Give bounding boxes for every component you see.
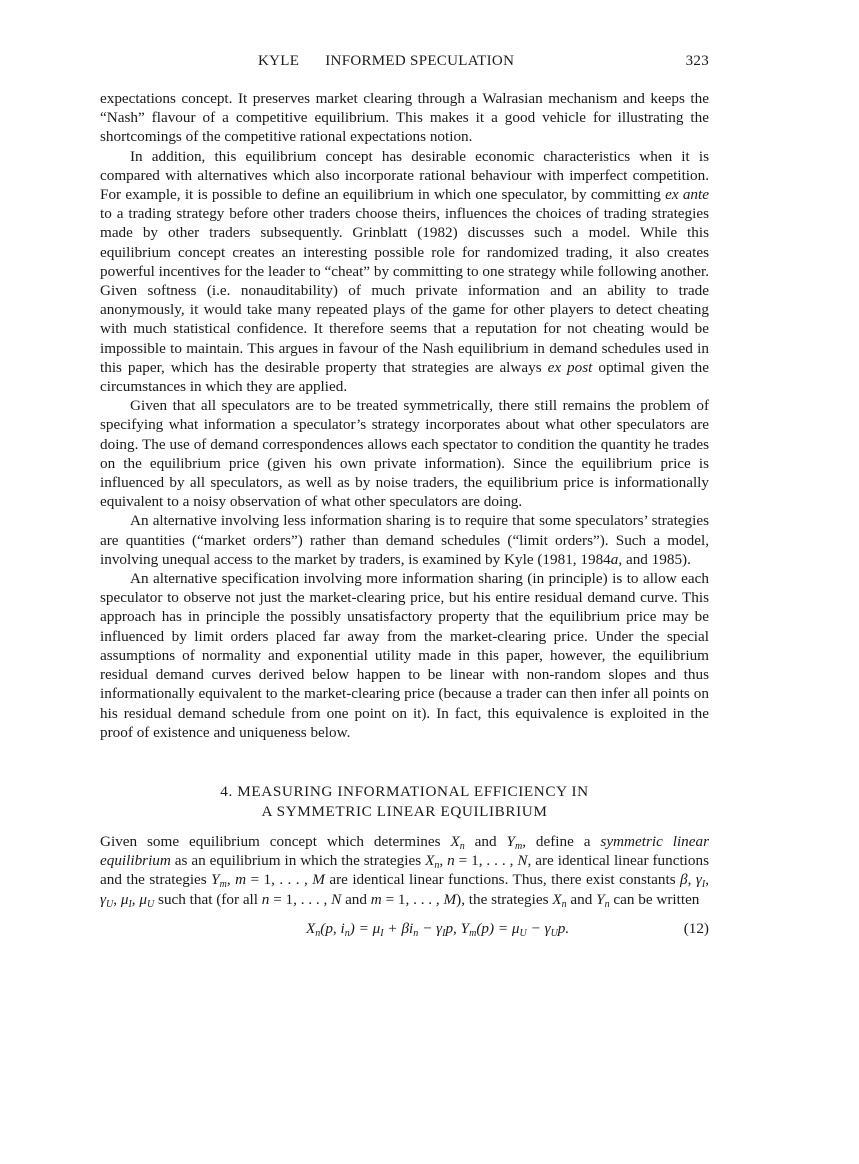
text-run: to a trading strategy before other traders choose theirs, influences the choices of trading strategies made by other traders subsequently. Grinblatt (1982) discusses such a model. While this equilibrium concept creates an interesting possible role for randomized trading, it also creates powerful incentives for the leader to “cheat” by committing to one strategy while following another. Given softness (i.e. nonauditability) of much private information and an ability to trade anonymously, it would take many repeated plays of the game for other players to detect cheating with much statistical confidence. It therefore seems that a reputation for not cheating would be impossible to maintain. This argues in favour of the Nash equilibrium in demand schedules used in this paper, which has the desirable property that strategies are always — [100, 205, 709, 376]
text-run: (p, i — [320, 919, 345, 937]
text-run: = 1, . . . , — [246, 871, 313, 889]
text-run: − γ — [526, 919, 551, 937]
text-run: , — [439, 852, 448, 870]
text-run: , define a — [522, 832, 601, 850]
text-run: = 1, . . . , — [269, 890, 332, 908]
text-run: , are identical linear functions and the strategies — [100, 852, 709, 889]
text-run: optimal given the circumstances in which they are applied. — [100, 358, 709, 396]
italic-text: X — [450, 832, 460, 850]
text-run: = 1, . . . , — [381, 890, 444, 908]
paragraph — [100, 89, 709, 147]
text-run: An alternative involving less information sharing is to require that some speculators’ strategies are quantities (“market orders”) rather than demand schedules (“limit orders”). Such a model, involving unequal access to the market by traders, is examined by Kyle (1981, 1984 — [100, 512, 709, 568]
italic-text: X — [425, 852, 435, 870]
text-run: In addition, this equilibrium concept has desirable economic characteristics when it is compared with alternatives which also incorporate rational behaviour with imperfect competition. For example, it is possible to define an equilibrium in which one speculator, by committing — [100, 147, 709, 204]
paragraph — [100, 569, 709, 742]
italic-text: ex post — [547, 358, 593, 376]
italic-text: X — [552, 890, 562, 908]
text-run: + βi — [383, 919, 414, 937]
italic-text: ex ante — [665, 186, 709, 204]
text-run: − γ — [418, 919, 443, 937]
paragraph — [100, 511, 709, 569]
text-run: , — [113, 890, 121, 908]
text-run: such that (for all — [154, 890, 262, 908]
text-run: , — [687, 871, 696, 889]
header-left — [258, 52, 514, 70]
italic-text: N — [331, 890, 342, 908]
italic-text: n — [447, 852, 455, 870]
italic-text: μ — [139, 890, 148, 908]
text-run: and — [341, 890, 371, 908]
subscript: n — [434, 860, 440, 872]
text-run: , and 1985). — [618, 550, 691, 568]
subscript: U — [147, 898, 155, 910]
subscript: n — [344, 927, 350, 939]
text-run: , — [131, 890, 140, 908]
subscript: n — [459, 840, 465, 852]
text-run: are identical linear functions. Thus, there exist constants — [324, 871, 681, 889]
subscript: n — [315, 927, 321, 939]
subscript: I — [701, 879, 706, 891]
subscript: n — [604, 898, 610, 910]
page-number: 323 — [685, 53, 709, 69]
text-run: p. — [557, 919, 570, 937]
section-title-line-2: A SYMMETRIC LINEAR EQUILIBRIUM — [261, 802, 548, 820]
italic-text: M — [443, 890, 457, 908]
italic-text: a — [610, 550, 619, 568]
section-title-line-1: 4. MEASURING INFORMATIONAL EFFICIENCY IN — [220, 782, 589, 800]
subscript: m — [219, 879, 227, 891]
header-title: INFORMED SPECULATION — [325, 53, 515, 69]
paragraph — [100, 396, 709, 511]
text-run: can be written — [609, 890, 700, 908]
subscript: n — [561, 898, 567, 910]
italic-text: μ — [120, 890, 129, 908]
paragraph — [100, 147, 709, 397]
equation-body — [306, 919, 569, 938]
text-run: expectations concept. It preserves market clearing through a Walrasian mechanism and keeps the “Nash” flavour of a competitive equilibrium. This makes it a good vehicle for illustrating the shortcomings of the competitive rational expectations notion. — [100, 90, 709, 146]
text-run: p, Y — [445, 919, 470, 937]
subscript: n — [413, 927, 419, 939]
section-heading — [100, 782, 709, 822]
paragraph-list — [100, 89, 709, 742]
italic-text: Y — [211, 871, 220, 889]
text-run: (p) = μ — [476, 919, 520, 937]
italic-text: M — [312, 871, 325, 889]
text-run: and — [566, 890, 597, 908]
subscript: m — [469, 927, 477, 939]
text-run: , — [226, 871, 236, 889]
section-paragraph — [100, 832, 709, 909]
subscript: U — [550, 927, 558, 939]
italic-text: symmetric linear equilibrium — [100, 832, 710, 870]
text-run: and — [464, 832, 507, 850]
text-run: = 1, . . . , — [454, 852, 518, 870]
header-author: KYLE — [258, 53, 300, 69]
text-run: , — [705, 871, 709, 889]
text-run: Given that all speculators are to be treated symmetrically, there still remains the problem of specifying what information a speculator’s strategy incorporates about what other speculators are doing. The use of demand correspondences allows each spectator to condition the quantity he trades on the equilibrium price (given his own private information). Since the equilibrium price is influenced by all speculators, as well as by noise traders, the equilibrium price is informationally equivalent to a noisy observation of what other speculators are doing. — [100, 397, 709, 511]
main-text — [100, 89, 709, 938]
text-run: ), the strategies — [456, 890, 553, 908]
italic-text: γ — [695, 871, 702, 889]
subscript: I — [442, 927, 446, 939]
subscript: I — [128, 898, 132, 910]
equation-number: (12) — [683, 919, 709, 937]
subscript: U — [519, 927, 527, 939]
italic-text: N — [517, 852, 528, 870]
italic-text: γ — [100, 890, 106, 908]
subscript: m — [514, 840, 523, 852]
text-run: as an equilibrium in which the strategies — [170, 852, 426, 870]
text-run: An alternative specification involving more information sharing (in principle) is to allow each speculator to observe not just the market-clearing price, but his entire residual demand curve. This approach has in principle the possibly unsatisfactory property that the equilibrium price may be influenced by limit orders placed far away from the market-clearing price. Under the special assumptions of normality and exponential utility made in this paper, however, the equilibrium residual demand curves derived below happen to be linear with non-random slopes and thus informationally equivalent to the market-clearing price (because a trader can then infer all points on his residual demand schedule from one point on it). In fact, this equivalence is exploited in the proof of existence and uniqueness below. — [100, 570, 709, 741]
subscript: U — [106, 898, 114, 910]
italic-text: m — [235, 871, 247, 889]
italic-text: n — [261, 890, 270, 908]
italic-text: m — [370, 890, 382, 908]
italic-text: Y — [506, 832, 515, 850]
text-run: Given some equilibrium concept which determines — [100, 832, 451, 850]
italic-text: β — [680, 871, 688, 889]
subscript: I — [380, 927, 384, 939]
text-run: X — [306, 919, 316, 937]
italic-text: Y — [596, 890, 605, 908]
equation-12 — [100, 919, 709, 938]
text-run: ) = μ — [349, 919, 381, 937]
